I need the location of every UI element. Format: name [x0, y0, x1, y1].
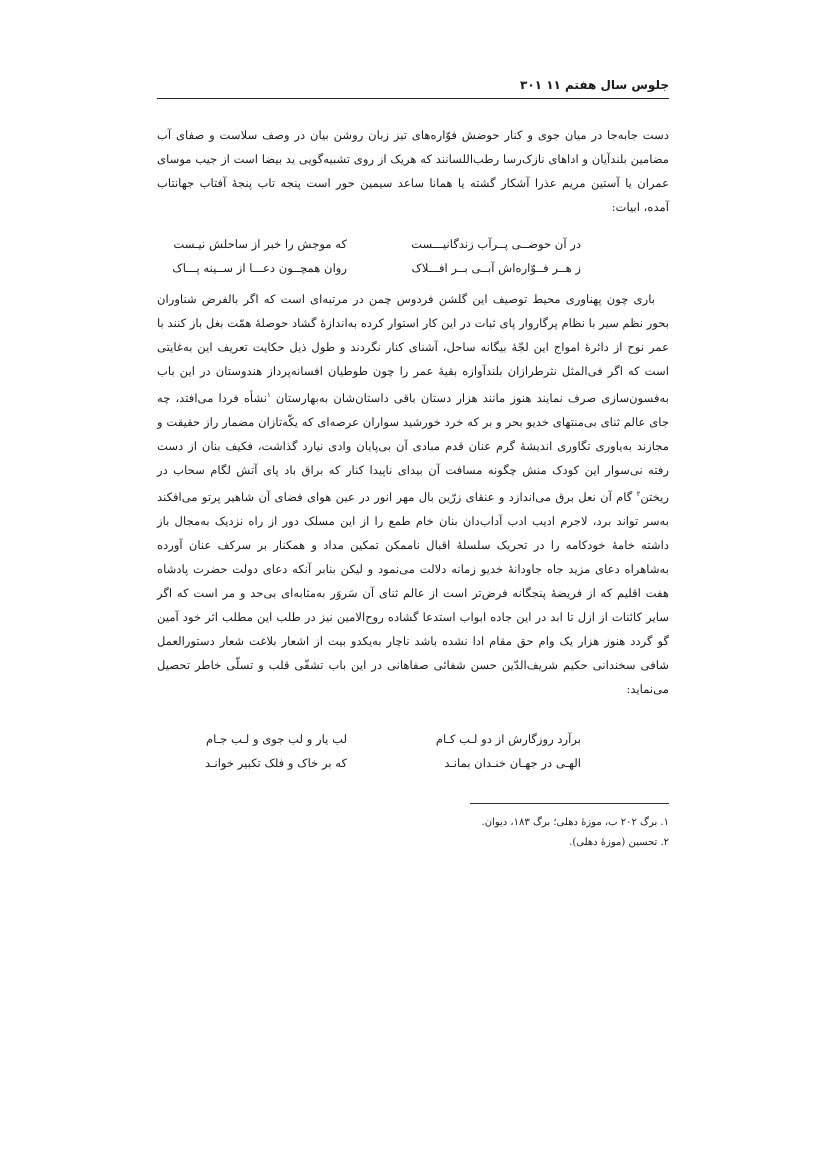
verse-couplet-2 — [157, 256, 669, 280]
running-header: جلوس سال هفتم ۱۱ ۳۰۱ — [157, 78, 669, 99]
footnote-2: ۲. تحسین (موزهٔ دهلی). — [569, 837, 669, 848]
paragraph-1-text: دست جابه‌جا در میان جوی و کنار حوضش فوّاره‌های تیز زبان روشن بیان در وصف سلاست و صفای آب مضامین بلندآیان و اداهای نازک‌رسا رطب‌اللسانند که هریک از روی تشبیه‌گویی ید بیضا است از جیب موسای عمران یا آستین مریم عذرا آشکار گشته یا همانا ساعد سیمین حور است پنجه تاب پنجهٔ آفتاب جهانتاب آمده، ابیات: — [157, 128, 669, 214]
footnote-1: ۱. برگ ۲۰۲ ب، موزهٔ دهلی؛ برگ ۱۸۳، دیوان. — [481, 817, 669, 828]
verse-4-hemistich-2: که بر خاک و فلک تکبیر خوانـد — [204, 756, 347, 770]
paragraph-2-part-b: گام آن نعل برق می‌اندازد و عنقای زرّین بال مهر انور در عین هوای فضای آن شاهیر پرتو می‌افکند به‌سر تواند برد، لاجرم ادیب ادب آداب‌دان بنان خام طمع را از این مسلک دور از راه نزدیک به‌مجال باز داشته خامهٔ خودکامه را در تحریک سلسلهٔ اقبال ناممکن تمکین مداد و همکنار بر سرکف عنان آورده به‌شاهراه دعای مزید جاه جاودانهٔ خدیو زمانه دلالت می‌نمود و لیکن بنابر آنکه دعای دولت حضرت پادشاه هفت اقلیم که از فریضهٔ پنجگانه فرض‌تر است از عالم ثنای آن سَروَر به‌مثابه‌ای بی‌حد و مر است که اگر سایر کائنات از ازل تا ابد در این جاده ابواب استدعا گشاده روح‌الامین نیز در طلب این مطلب اثر خود آمین گو گردد هنوز هزار یک وام حق مقام ادا نشده باشد ناچار به‌یکدو بیت از اشعار بلاغت شعار دستورالعمل شافی سخندانی حکیم شریف‌الدّین حسن شفائی صفاهانی در این باب تشفّی قلب و تسلّی خاطر تحصیل می‌نماید: — [157, 489, 669, 696]
verse-couplet-1 — [157, 232, 669, 256]
paragraph-2 — [157, 287, 669, 701]
paragraph-2-text — [157, 287, 669, 701]
verse-3-hemistich-1: برآرد روزگارش از دو لـب کـام — [435, 732, 581, 746]
verse-couplet-3 — [157, 727, 669, 751]
verse-1-hemistich-1: در آن حوضــی پــرآب زندگانیـــست — [411, 237, 581, 251]
verse-4-hemistich-1: الهـی در جهـان خنـدان بمانـد — [444, 756, 581, 770]
verse-3-hemistich-2: لب یار و لب جوی و لـب جـام — [205, 732, 347, 746]
paragraph-2-part-a: باری چون پهناوری محیط توصیف این گلشن فردوس چمن در مرتبه‌ای است که اگر بالفرض شناوران بحور نظم سیر با نظام پرگاروار پای ثبات در این کار استوار کرده به‌اندازهٔ گشاد حوصلهٔ همّت بغل باز کنند با عمر نوح از دائرهٔ امواج این لجّهٔ بیگانه ساحل، آشنای کنار نگردند و طول ذیل حکایت تعریف این به‌غایتی است که اگر فی‌المثل نثرطرازان بلندآوازه بقیهٔ عمر را چون طوطیان افسانه‌پرداز هندوستان در این باب به‌فسون‌سازی صرف نمایند هنوز مانند هزار دستان باقی داستان‌شان به‌بهارستان $^۱$نشأه فردا می‌افتد، چه جای عالم ثنای بی‌منتهای خدیو بحر و بر که خرد خورشید سواران عرصه‌ای که یکّه‌تازان مضمار راز حقیقت و مجازند به‌یاوری تگاوری اندیشهٔ گرم عنان قدم مبادی آن بی‌پایان وادی نیارد گذاشت، فکیف بنان از دست رفته نی‌سوار این کودک منش چگونه مسافت آن بیدای ناپیدا کنار که براق باد پای آتش لگام سحاب در ریختن — [157, 292, 670, 504]
paragraph-1 — [157, 123, 669, 219]
verse-1-hemistich-2: که موجش را خبر از ساحلش نیـست — [173, 237, 347, 251]
verse-couplet-4 — [157, 751, 669, 775]
footnote-ref-2[interactable]: ۲ — [636, 489, 641, 498]
verse-2-hemistich-2: روان همچــون دعـــا از ســینه پـــاک — [172, 261, 347, 275]
footnote-divider — [470, 803, 669, 804]
footnote-ref-1[interactable]: ۱ — [267, 391, 271, 399]
verse-2-hemistich-1: ز هــر فــوّاره‌اش آبــی بــر افـــلاک — [411, 261, 581, 275]
